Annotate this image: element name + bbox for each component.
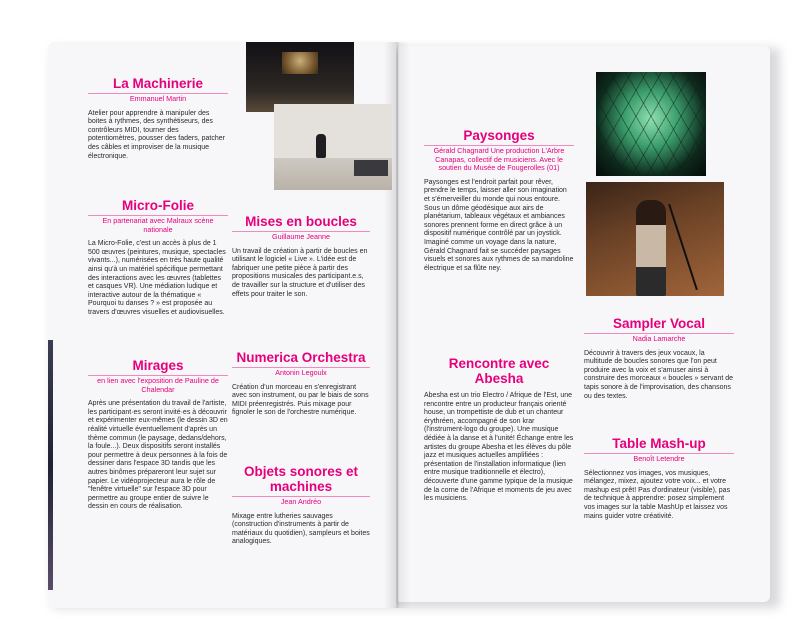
section-objets-sonores [232,464,370,547]
photo-musician-keyboard [586,182,724,296]
section-author: Emmanuel Martin [88,93,228,104]
section-title: Mirages [132,358,184,373]
section-author: Gérald Chagnard Une production L'Arbre Canapas, collectif de musiciens. Avec le soutien du Musée de Fougerolles (01) [424,145,574,173]
equipment-desk [354,160,388,176]
section-body: Mixage entre lutheries sauvages (construction d'instruments à partir de matériaux du quotidien), sampleurs et boites analogiques. [232,512,370,546]
photo-screening-room [246,42,354,112]
section-title: Paysonges [463,128,535,143]
section-body: Création d'un morceau en s'enregistrant avec son instrument, ou par le biais de sons MIDI préenregistrés. Puis mixage pour fignoler le son de l'orchestre numérique. [232,383,369,417]
section-title: Mises en boucles [245,214,357,229]
section-numerica-orchestra [232,350,370,418]
section-body: Après une présentation du travail de l'artiste, les participant·es seront invité·es à découvrir et expérimenter eux-mêmes (le dessin 3D en réalité virtuelle éventuellement d'après un thème commun (le paysage, dedans/dehors, la foule...). Deux dispositifs seront installés pour permettre à deux personnes à la fois de dessiner dans l'espace 3D tandis que les autres binômes prépareront leur sujet sur papier. Le vidéoprojecteur aura le rôle de "fenêtre virtuelle" sur l'espace 3D pour permettre au groupe entier de suivre le dessin en cours de réalisation. [88,400,228,511]
section-mirages [88,358,228,512]
section-author: Guillaume Jeanne [232,231,370,242]
section-title: Objets sonores et machines [243,464,359,494]
section-author: Jean Andréo [232,496,370,507]
room-wall [274,104,392,158]
section-author: Benoît Letendre [584,453,734,464]
section-author: Nadia Lamarche [584,333,734,344]
section-title: Numerica Orchestra [236,350,366,365]
section-body: Un travail de création à partir de boucles en utilisant le logiciel « Live ». L'idée est de fabriquer une petite pièce à partir des propositions musicales des participant.e.s, de travailler sur la structure et d'utiliser des effets pour traiter le son. [232,247,368,298]
section-rencontre-abesha [424,356,574,504]
section-title: Sampler Vocal [612,316,706,331]
cover-edge [48,340,53,590]
section-body: Paysonges est l'endroit parfait pour rêver, prendre le temps, laisser aller son imagination et s'émerveiller du monde qui nous entoure. Sous un dôme géodésique aux airs de planétarium, tableaux végétaux et ambiances sonores prennent forme en direct grâce à un dispositif numérique contrôlé par un joystick. Imaginé comme un voyage dans la nature, Gérald Chagnard fait se succéder paysages visuels et sonores aux rythmes de sa mandoline électrique et sa flûte ney. [424,178,574,272]
section-title: Table Mash-up [612,436,706,451]
section-micro-folie [88,198,228,318]
projection-screen [282,52,318,74]
section-title: Rencontre avec Abesha [448,356,550,386]
section-body: Abesha est un trio Electro / Afrique de l'Est, une rencontre entre un producteur français orienté house, un trompettiste de dub et un chanteur érythréen, accompagné de son krar (l'instrument-logo du groupe). Une musique dédiée à la danse et à l'unité! Échange entre les artistes du groupe Abesha et les élèves du pôle jazz et musiques actuelles amplifiées : présentation de l'installation informatique (lien entre musique traditionnelle et électro), découverte d'une gamme typique de la musique de la corne de l'Afrique et moments de jeu avec les musiciens. [424,392,574,503]
dome-structure [596,72,706,176]
section-sampler-vocal [584,316,734,401]
section-la-machinerie [88,76,228,161]
section-author: En partenariat avec Malraux scène nationale [88,215,228,234]
section-mises-en-boucles [232,214,370,299]
mic-stand [668,204,698,290]
section-body: Atelier pour apprendre à manipuler des boites à rythmes, des synthétiseurs, des contrôleurs MIDI, tourner des potentiomètres, pousser des faders, patcher des câbles et improviser de la musique électronique. [88,109,225,160]
photo-geodesic-dome [596,72,706,176]
section-author: en lien avec l'exposition de Pauline de Chalendar [88,375,228,394]
section-title: Micro-Folie [121,198,194,213]
photo-performance-room [274,104,392,190]
performer-figure [316,134,326,158]
section-paysonges [424,128,574,273]
musician-figure [636,200,666,296]
section-body: Découvrir à travers des jeux vocaux, la multitude de boucles sonores que l'on peut produire avec la voix et s'amuser ainsi à construire des morceaux « boucles » servant de tapis sonore à de l'improvisation, des chansons ou des textes. [584,349,734,400]
section-body: La Micro-Folie, c'est un accès à plus de 1 500 œuvres (peintures, musique, spectacles vivants...), numérisées en très haute qualité ainsi qu'à un matériel spécifique permettant des interactions avec les œuvres (tablettes et casques VR). Une médiation ludique et interactive autour de la thématique « Pourquoi tu danses ? » est proposée au travers d'œuvres visuelles et audiovisuelles. [88,240,226,316]
section-author: Antonin Legoulx [232,367,370,378]
section-table-mashup [584,436,734,521]
section-title: La Machinerie [112,76,204,91]
section-body: Sélectionnez vos images, vos musiques, mélangez, mixez, ajoutez votre voix... et votre mashup est prêt! Pas d'ordinateur (visible), pas de technique à apprendre: posez simplement vos images sur la table MashUp et laissez vos mains guider votre créativité. [584,469,731,520]
